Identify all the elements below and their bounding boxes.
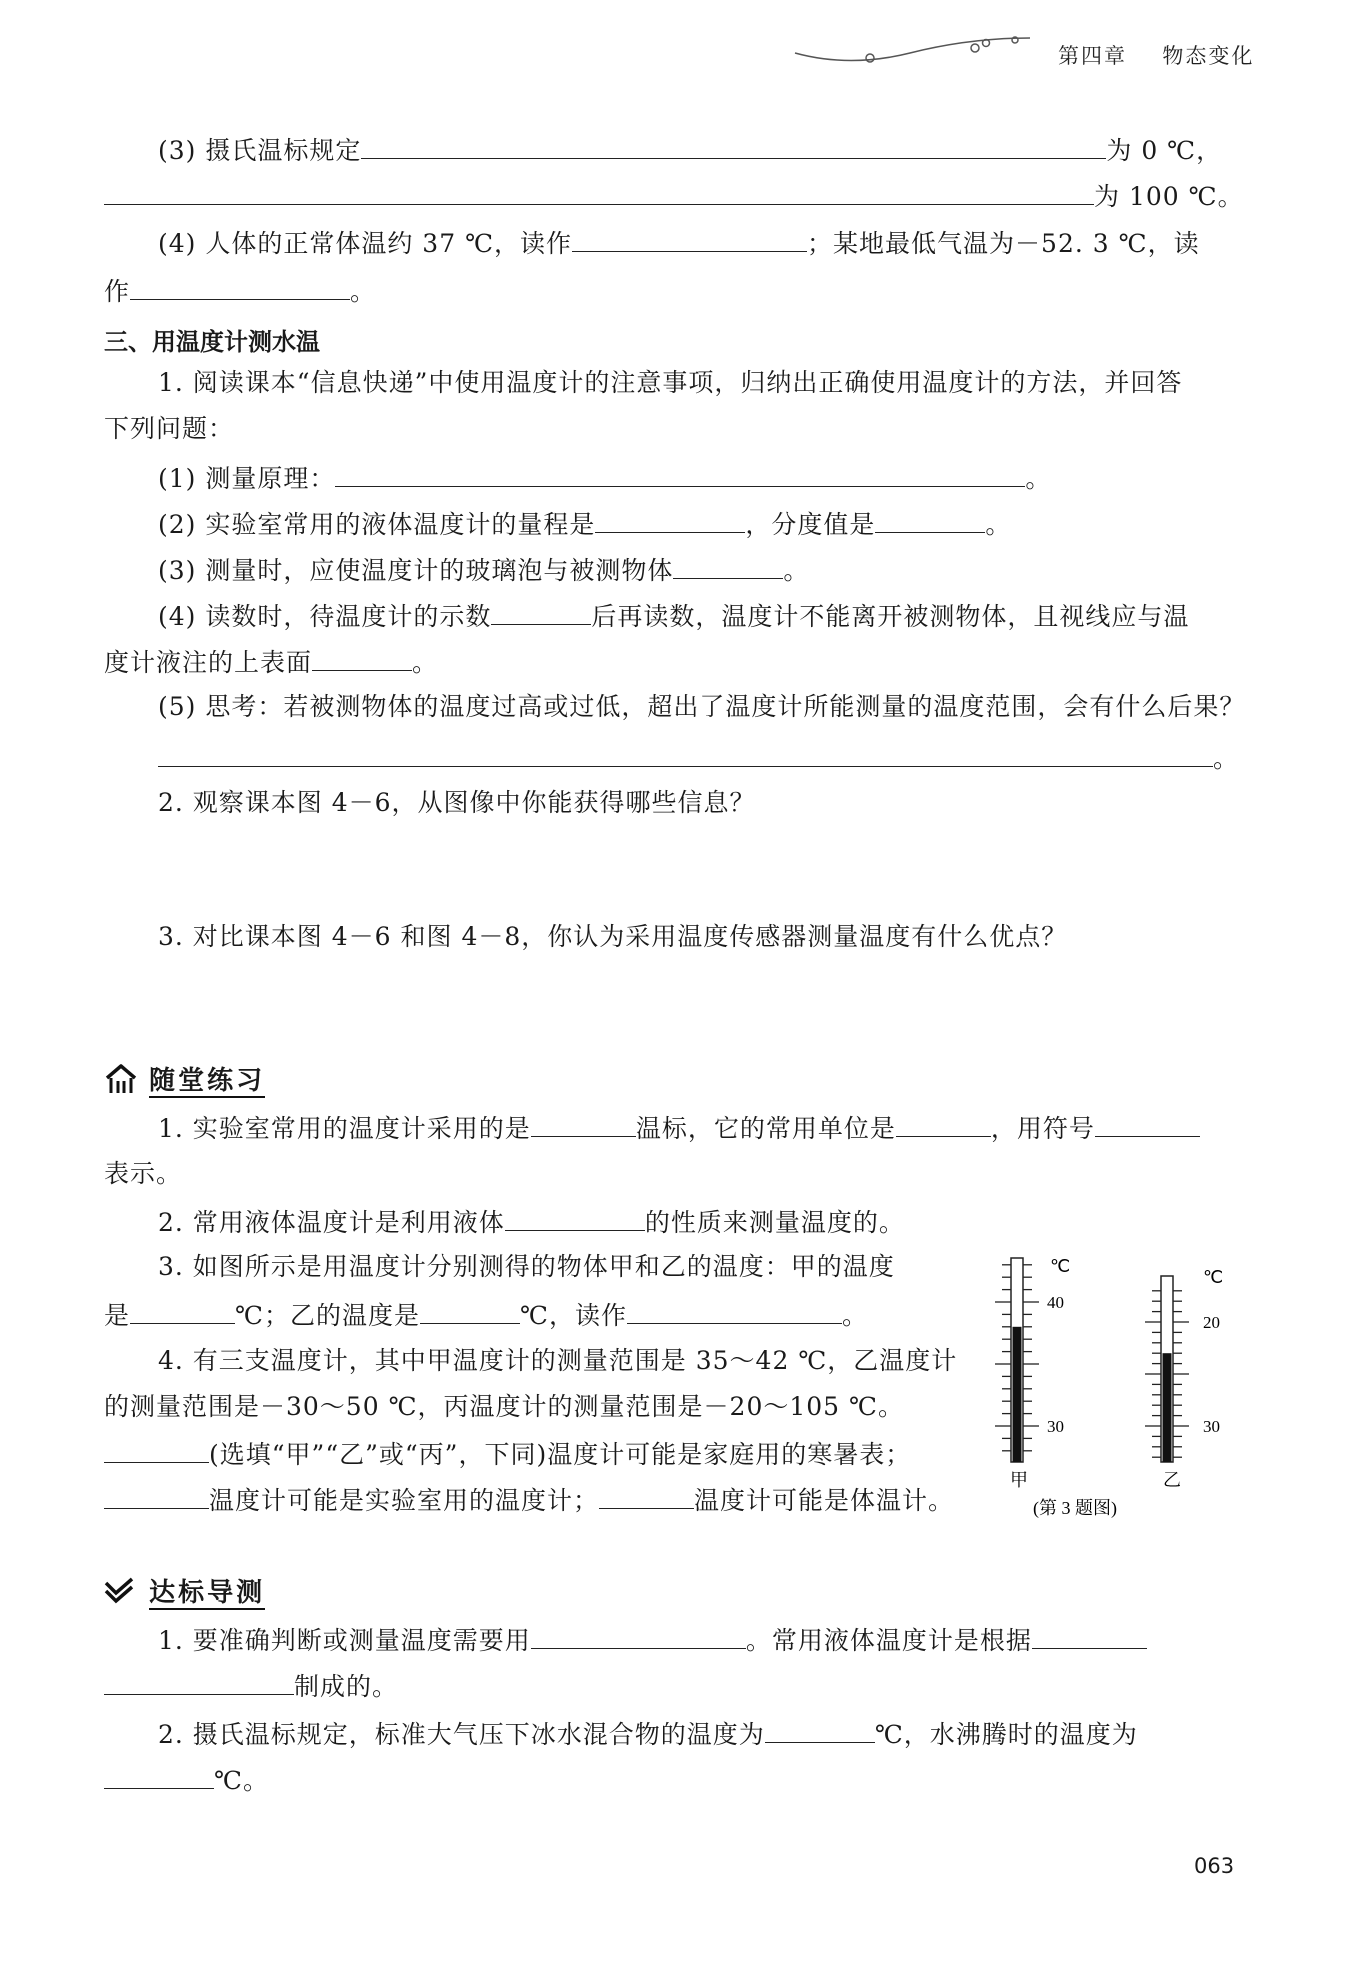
house-icon xyxy=(104,1062,138,1096)
thermometer-yi xyxy=(1145,1276,1189,1462)
practice-p4-line3: (选填“甲”“乙”或“丙”，下同)温度计可能是家庭用的寒暑表； xyxy=(104,1436,911,1472)
blank[interactable] xyxy=(572,225,807,252)
figure-caption: (第 3 题图) xyxy=(1033,1498,1117,1518)
assessment-a1-line2: 制成的。 xyxy=(104,1668,398,1704)
liquid-column xyxy=(1013,1327,1022,1462)
blank[interactable] xyxy=(599,1482,694,1509)
header-decoration xyxy=(790,28,1040,68)
blank[interactable] xyxy=(335,460,1025,487)
blank[interactable] xyxy=(420,1297,520,1324)
blank[interactable] xyxy=(158,740,1213,767)
blank[interactable] xyxy=(130,273,350,300)
blank[interactable] xyxy=(361,132,1106,159)
p3-s5: (5) 思考：若被测物体的温度过高或过低，超出了温度计所能测量的温度范围，会有什么后果？ xyxy=(158,692,1246,721)
practice-p4-line4: 温度计可能是实验室用的温度计； 温度计可能是体温计。 xyxy=(104,1482,954,1518)
practice-p3-line1: 3. 如图所示是用温度计分别测得的物体甲和乙的温度：甲的温度 xyxy=(158,1252,895,1281)
q4-line1: (4) 人体的正常体温约 37 ℃，读作 ；某地最低气温为－52. 3 ℃，读 xyxy=(158,225,1200,261)
blank[interactable] xyxy=(1095,1110,1200,1137)
p3-s3: (3) 测量时，应使温度计的玻璃泡与被测物体 。 xyxy=(158,552,809,588)
practice-p1-line1: 1. 实验室常用的温度计采用的是 温标，它的常用单位是 ，用符号 xyxy=(158,1110,1200,1146)
blank[interactable] xyxy=(130,1297,235,1324)
p3-s4-line1: (4) 读数时，待温度计的示数 后再读数，温度计不能离开被测物体，且视线应与温 xyxy=(158,598,1189,634)
q4-line2: 作 。 xyxy=(104,273,376,309)
unit-label-jia: ℃ xyxy=(1050,1256,1071,1276)
p3-s2: (2) 实验室常用的液体温度计的量程是 ，分度值是 。 xyxy=(158,506,1011,542)
tick-label-jia-top: 40 xyxy=(1047,1293,1064,1312)
chapter-label: 第四章 xyxy=(1058,44,1127,68)
blank[interactable] xyxy=(627,1297,842,1324)
q3-line2: 为 100 ℃。 xyxy=(104,178,1244,214)
blank[interactable] xyxy=(505,1204,645,1231)
blank[interactable] xyxy=(104,1436,209,1463)
assessment-a2-line1: 2. 摄氏温标规定，标准大气压下冰水混合物的温度为 ℃，水沸腾时的温度为 xyxy=(158,1716,1138,1752)
p3-s1: (1) 测量原理： 。 xyxy=(158,460,1051,496)
p3-q1-line2: 下列问题： xyxy=(104,414,235,443)
practice-heading: 随堂练习 xyxy=(104,1060,265,1097)
blank[interactable] xyxy=(104,178,1094,205)
label-yi: 乙 xyxy=(1163,1470,1181,1490)
blank[interactable] xyxy=(312,644,412,671)
blank[interactable] xyxy=(104,1668,294,1695)
blank[interactable] xyxy=(595,506,745,533)
practice-p4-line1: 4. 有三支温度计，其中甲温度计的测量范围是 35～42 ℃，乙温度计 xyxy=(158,1346,958,1375)
header xyxy=(1058,40,1254,70)
p3-q1-line1: 1. 阅读课本“信息快递”中使用温度计的注意事项，归纳出正确使用温度计的方法，并回答 xyxy=(158,368,1183,397)
blank[interactable] xyxy=(673,552,783,579)
blank[interactable] xyxy=(491,598,591,625)
practice-p4-line2: 的测量范围是－30～50 ℃，丙温度计的测量范围是－20～105 ℃。 xyxy=(104,1392,904,1421)
blank[interactable] xyxy=(531,1110,636,1137)
thermometer-jia xyxy=(995,1258,1039,1462)
blank[interactable] xyxy=(531,1622,746,1649)
practice-p3-line2: 是 ℃；乙的温度是 ℃，读作 。 xyxy=(104,1297,868,1333)
blank[interactable] xyxy=(896,1110,991,1137)
tick-label-yi-top: 20 xyxy=(1203,1313,1220,1332)
assessment-a1-line1: 1. 要准确判断或测量温度需要用 。常用液体温度计是根据 xyxy=(158,1622,1147,1658)
label-jia: 甲 xyxy=(1010,1470,1028,1490)
blank[interactable] xyxy=(104,1482,209,1509)
unit-label-yi: ℃ xyxy=(1203,1267,1224,1287)
liquid-column xyxy=(1163,1353,1172,1462)
thermometer-figure xyxy=(985,1250,1255,1520)
section-heading-three: 三、用温度计测水温 xyxy=(104,328,320,356)
tick-label-yi-bottom: 30 xyxy=(1203,1417,1220,1436)
assessment-a2-line2: ℃。 xyxy=(104,1762,269,1798)
p3-s4-line2: 度计液注的上表面 。 xyxy=(104,644,438,680)
p3-s5-answer: 。 xyxy=(158,740,1239,776)
q3-line1: (3) 摄氏温标规定 为 0 ℃， xyxy=(158,132,1222,168)
chapter-title: 物态变化 xyxy=(1162,44,1255,68)
double-check-icon xyxy=(104,1577,138,1605)
blank[interactable] xyxy=(104,1762,214,1789)
blank[interactable] xyxy=(875,506,985,533)
assessment-heading: 达标导测 xyxy=(104,1572,265,1609)
blank[interactable] xyxy=(1032,1622,1147,1649)
page-number: 063 xyxy=(1194,1854,1235,1878)
p3-q2: 2. 观察课本图 4－6，从图像中你能获得哪些信息？ xyxy=(158,788,756,817)
practice-p2: 2. 常用液体温度计是利用液体 的性质来测量温度的。 xyxy=(158,1204,905,1240)
tick-label-jia-bottom: 30 xyxy=(1047,1417,1064,1436)
blank[interactable] xyxy=(765,1716,875,1743)
practice-p1-line2: 表示。 xyxy=(104,1159,183,1188)
p3-q3: 3. 对比课本图 4－6 和图 4－8，你认为采用温度传感器测量温度有什么优点？ xyxy=(158,922,1068,951)
